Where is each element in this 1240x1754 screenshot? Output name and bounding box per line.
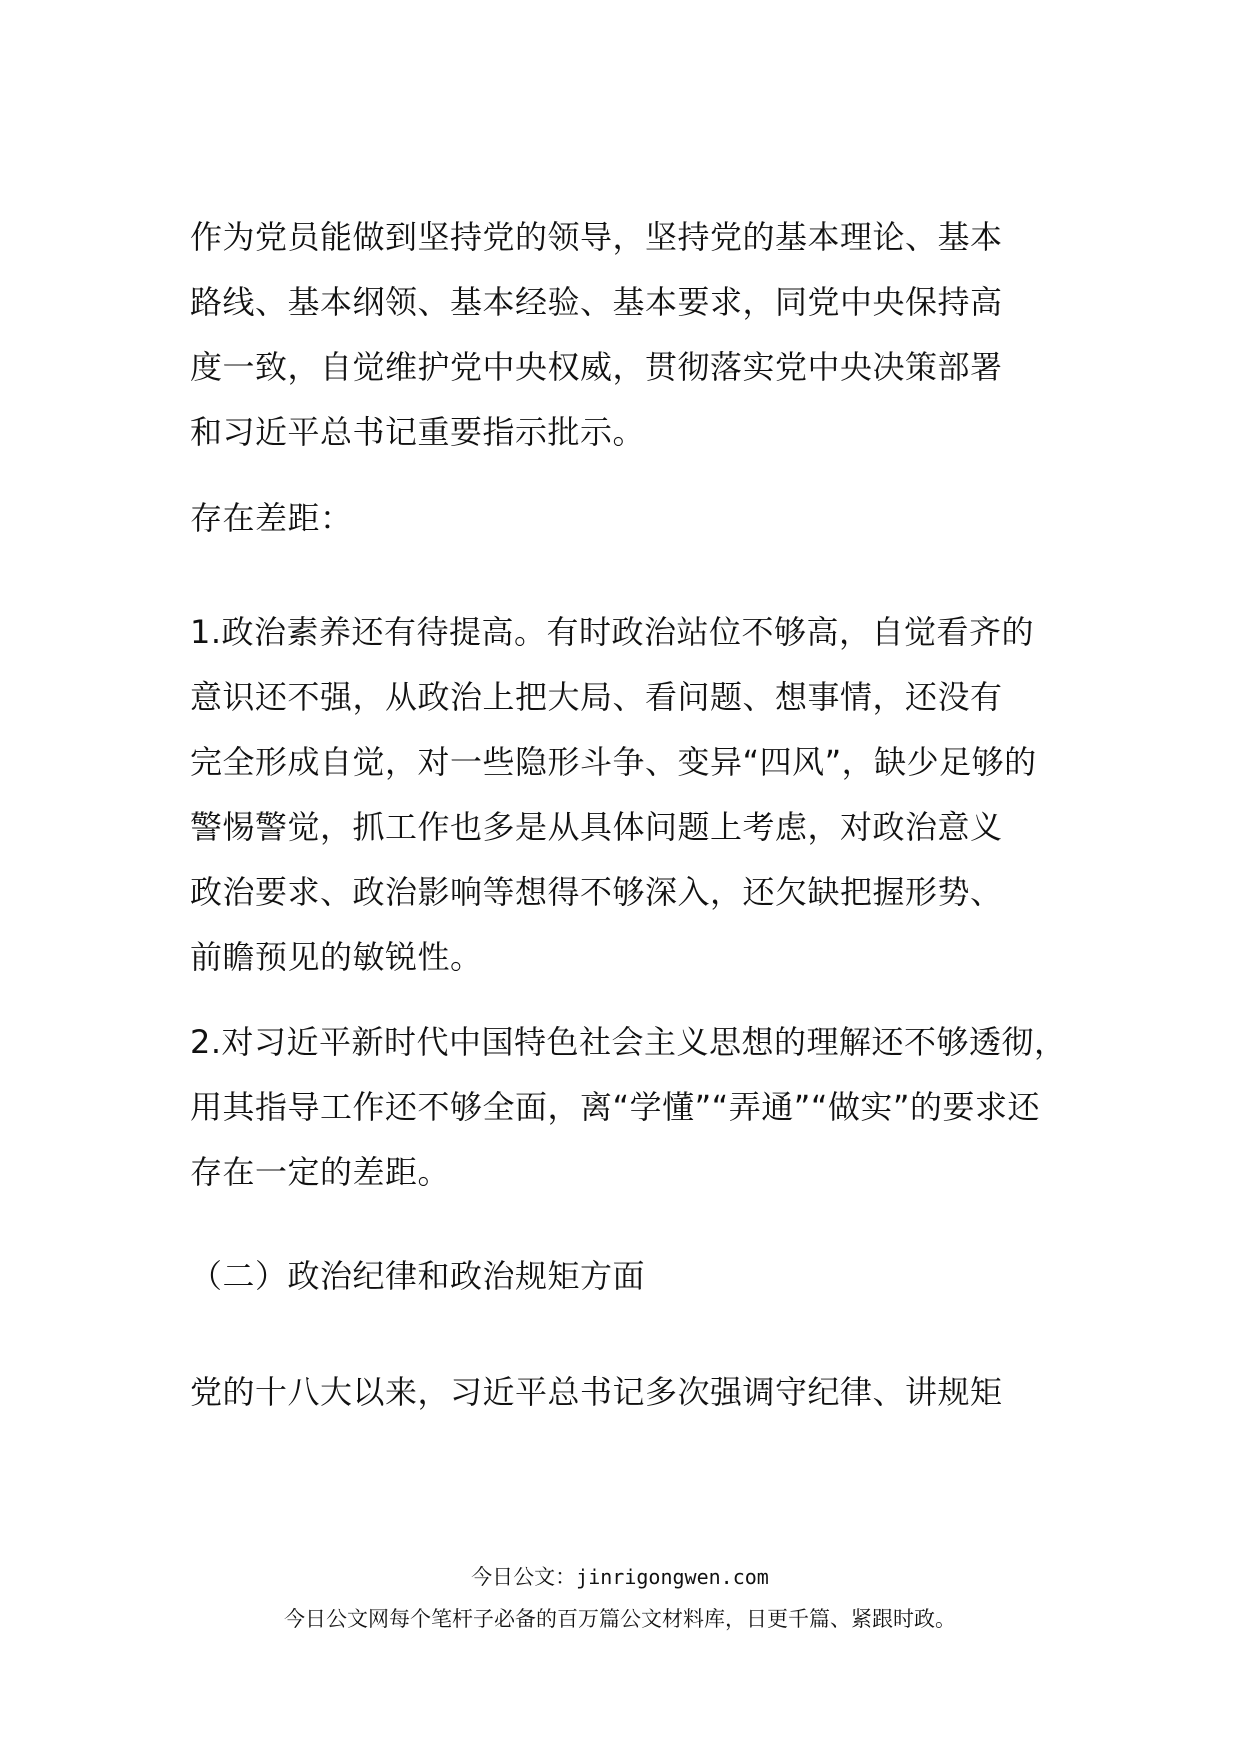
paragraph-lines xyxy=(190,486,1090,551)
footer-site-line xyxy=(0,1562,1240,1592)
paragraph-party-leadership xyxy=(190,205,1090,465)
text-line: 路线、基本纲领、基本经验、基本要求，同党中央保持高 xyxy=(190,283,1003,321)
text-line: 存在差距： xyxy=(190,499,353,537)
text-line: 党的十八大以来，习近平总书记多次强调守纪律、讲规矩 xyxy=(190,1373,1003,1411)
text-line: 前瞻预见的敏锐性。 xyxy=(190,938,483,976)
text-line: 度一致，自觉维护党中央权威，贯彻落实党中央决策部署 xyxy=(190,348,1003,386)
text-line: 作为党员能做到坚持党的领导，坚持党的基本理论、基本 xyxy=(190,218,1003,256)
text-line: 完全形成自觉，对一些隐形斗争、变异“四风”，缺少足够的 xyxy=(190,743,1037,781)
text-line: 存在一定的差距。 xyxy=(190,1153,451,1191)
text-line: 2.对习近平新时代中国特色社会主义思想的理解还不够透彻， xyxy=(190,1023,1067,1061)
section-heading-discipline xyxy=(190,1244,1090,1309)
paragraph-item-1 xyxy=(190,600,1090,990)
paragraph-lines xyxy=(190,1244,1090,1309)
paragraph-lines xyxy=(190,1360,1090,1425)
text-line: 意识还不强，从政治上把大局、看问题、想事情，还没有 xyxy=(190,678,1003,716)
text-line: 1.政治素养还有待提高。有时政治站位不够高，自觉看齐的 xyxy=(190,613,1035,651)
footer-tagline: 今日公文网每个笔杆子必备的百万篇公文材料库，日更千篇、紧跟时政。 xyxy=(284,1607,956,1631)
text-line: 警惕警觉，抓工作也多是从具体问题上考虑，对政治意义 xyxy=(190,808,1003,846)
paragraph-since-18th-congress xyxy=(190,1360,1090,1425)
paragraph-lines xyxy=(190,1010,1090,1205)
text-line: 用其指导工作还不够全面，离“学懂”“弄通”“做实”的要求还 xyxy=(190,1088,1040,1126)
paragraph-lines xyxy=(190,600,1090,990)
footer-site-link[interactable]: jinrigongwen.com xyxy=(576,1565,769,1589)
text-line: （二）政治纪律和政治规矩方面 xyxy=(190,1257,646,1295)
text-line: 政治要求、政治影响等想得不够深入，还欠缺把握形势、 xyxy=(190,873,1003,911)
paragraph-item-2 xyxy=(190,1010,1090,1205)
footer-site-label: 今日公文： xyxy=(471,1565,577,1589)
paragraph-lines xyxy=(190,205,1090,465)
paragraph-gap-heading xyxy=(190,486,1090,551)
text-line: 和习近平总书记重要指示批示。 xyxy=(190,413,646,451)
